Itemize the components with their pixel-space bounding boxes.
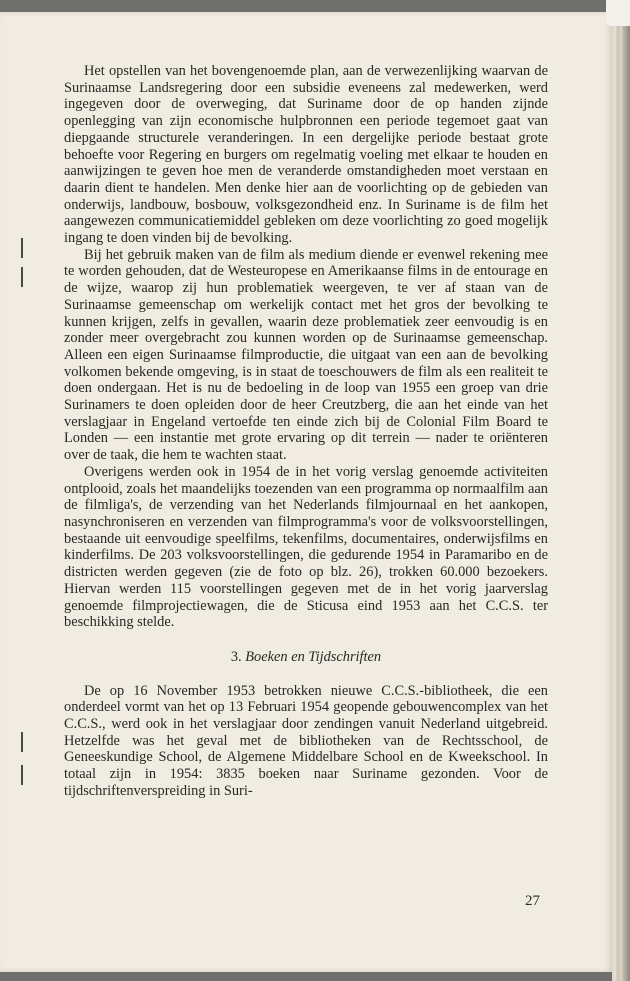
margin-mark-2	[21, 267, 23, 287]
section-heading	[64, 649, 548, 666]
page-edge	[612, 12, 630, 981]
page-corner	[606, 0, 630, 26]
section-title: Boeken en Tijdschriften	[245, 648, 382, 665]
paragraph: Het opstellen van het bovengenoemde plan, aan de verwezenlijking waarvan de Surinaamse Landsregering door een subsidie eveneens zal medewerken, werd ingegeven door de overweging, dat Suriname door de op handen zijnde openlegging van zijn economische hulpbronnen een periode tegemoet gaat van diepgaande structurele veranderingen. In een dergelijke periode bestaat grote behoefte voor Regering en burgers om regelmatig voeling met elkaar te houden en aanwijzingen te geven hoe men de veranderde omstandigheden moet verstaan en daarin dient te handelen. Men denke hier aan de voorlichting op de gebieden van onderwijs, landbouw, bosbouw, volksgezondheid enz. In Suriname is de film het aangewezen communicatiemiddel gebleken om deze voorlichting zo goed mogelijk ingang te doen vinden bij de bevolking.	[64, 63, 548, 247]
section-number: 3.	[230, 648, 242, 665]
paragraph: Bij het gebruik maken van de film als medium diende er evenwel rekening mee te worden gehouden, dat de Westeuropese en Amerikaanse films in de entourage en de wijze, waarop zij hun problematiek weergeven, te ver af staan van de Surinaamse gemeenschap om werkelijk contact met het gros der bevolking te kunnen krijgen, zelfs in gevallen, waarin deze problematiek zeer eenvoudig is en zonder meer overgebracht zou kunnen worden op de Surinaamse gemeenschap. Alleen een eigen Surinaamse filmproductie, die uitgaat van een aan de bevolking volkomen bekende omgeving, is in staat de toeschouwers de film als een realiteit te doen ondergaan. Het is nu de bedoeling in de loop van 1955 een groep van drie Surinamers te doen opleiden door de heer Creutzberg, die aan het einde van het verslagjaar in Engeland vertoefde ten einde zich bij de Colonial Film Board te Londen — een instantie met grote ervaring op dit terrein — nader te oriënteren over de taak, die hem te wachten staat.	[64, 246, 548, 464]
page-number: 27	[525, 893, 540, 909]
margin-mark-3	[21, 732, 23, 752]
body-text	[64, 63, 548, 800]
paragraph: De op 16 November 1953 betrokken nieuwe C.C.S.-bibliotheek, die een onderdeel vormt van het op 13 Februari 1954 geopende gebouwencomplex van het C.C.S., werd ook in het verslagjaar door zendingen vanuit Nederland uitgebreid. Hetzelfde was het geval met de bibliotheken van de Rechtsschool, de Geneeskundige School, de Algemene Middelbare School en de Kweekschool. In totaal zijn in 1954: 3835 boeken naar Suriname gezonden. Voor de tijdschriftenverspreiding in Suri-	[64, 682, 548, 799]
margin-mark-4	[21, 765, 23, 785]
paragraph: Overigens werden ook in 1954 de in het vorig verslag genoemde activiteiten ontplooid, zoals het maandelijks toezenden van een programma op normaalfilm aan de filmliga's, de verzending van het Nederlands filmjournaal en het aankopen, nasynchroniseren en verzenden van filmprogramma's voor de volksvoorstellingen, bestaande uit eenvoudige speelfilms, tekenfilms, documentaires, onderwijsfilms en kinderfilms. De 203 volksvoorstellingen, die gedurende 1954 in Paramaribo en de districten werden gegeven (zie de foto op blz. 26), trokken 60.000 bezoekers. Hiervan werden 115 voorstellingen gegeven met de in het vorig jaarverslag genoemde filmprojectiewagen, die de Sticusa eind 1953 aan het C.C.S. ter beschikking stelde.	[64, 463, 548, 631]
margin-mark-1	[21, 238, 23, 258]
